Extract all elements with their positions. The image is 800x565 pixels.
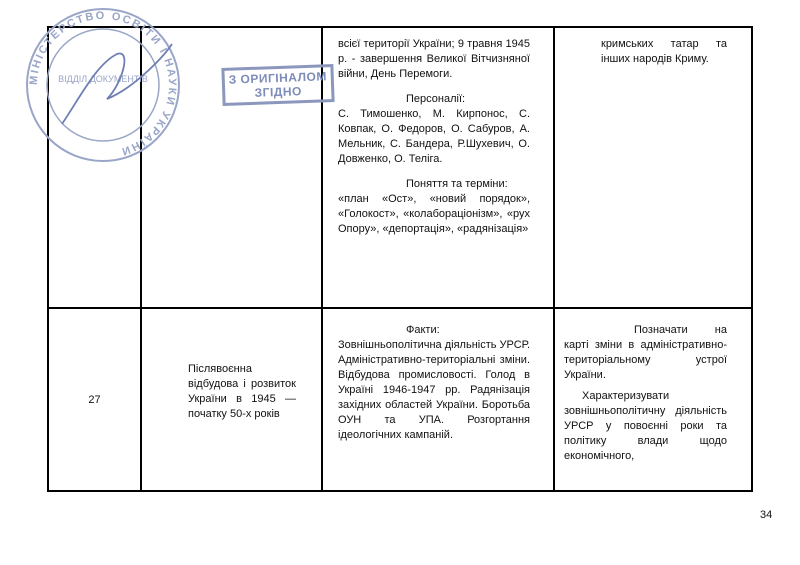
outcome-paragraph-1: Позначати на карті зміни в адміністративно-територіальному устрої України. (564, 324, 727, 381)
row2-topic-cell (188, 362, 296, 422)
row1-outcome-text: кримських татар та інших народів Криму. (601, 38, 727, 65)
facts-list: Зовнішньополітична діяльність УРСР. Адміністративно-територіальні зміни. Відбудова промисловості. Голод в Україні 1946-1947 рр. Радянізація західних областей України. Боротьба ОУН та УПА. Розгортання ідеологічних кампаній. (338, 339, 531, 441)
row1-content-cell (338, 37, 530, 237)
persons-heading: Персоналії: (406, 93, 466, 105)
outcome-paragraph-2: Характеризувати зовнішньополітичну діяльність УРСР у повоєнні роки та політику влади щодо економічного, (564, 390, 727, 462)
stamp-ring-text: МІНІСТЕРСТВО ОСВІТИ І НАУКИ УКРАЇНИ (27, 9, 179, 158)
facts-heading: Факти: (406, 324, 440, 336)
page-number: 34 (760, 509, 773, 521)
stamp-rect-line2: ЗГІДНО (254, 84, 303, 100)
stamp-inner-text: ВІДДІЛ ДОКУМЕНТІВ (58, 74, 148, 84)
row1-intro: всієї території України; 9 травня 1945 р. - завершення Великої Вітчизняної війни, День Перемоги. (338, 38, 530, 80)
official-round-stamp (22, 4, 184, 166)
row-divider (47, 307, 753, 309)
row2-number-cell (49, 393, 140, 408)
certified-copy-stamp (221, 64, 334, 106)
topic-text: Післявоєнна відбудова і розвиток України в 1945 — початку 50-х років (188, 363, 296, 420)
persons-list: С. Тимошенко, М. Кирпонос, С. Ковпак, О. Федоров, О. Сабуров, А. Мельник, С. Бандера, Р.Шухевич, О. Довженко, О. Теліга. (338, 108, 530, 165)
table-border-bottom (47, 490, 753, 492)
row1-outcome-cell (601, 37, 727, 67)
column-divider-3 (553, 26, 555, 492)
table-border-right (751, 26, 753, 492)
stamp-rect-line1: З ОРИГІНАЛОМ (228, 69, 328, 87)
terms-heading: Поняття та терміни: (406, 178, 508, 190)
row-number: 27 (88, 394, 101, 406)
terms-list: «план «Ост», «новий порядок», «Голокост», «колабораціонізм», «рух Опору», «депортація», «радянізація» (338, 193, 530, 235)
signature-mark (62, 44, 172, 124)
row2-outcome-cell (564, 323, 727, 464)
row2-content-cell (338, 323, 530, 443)
